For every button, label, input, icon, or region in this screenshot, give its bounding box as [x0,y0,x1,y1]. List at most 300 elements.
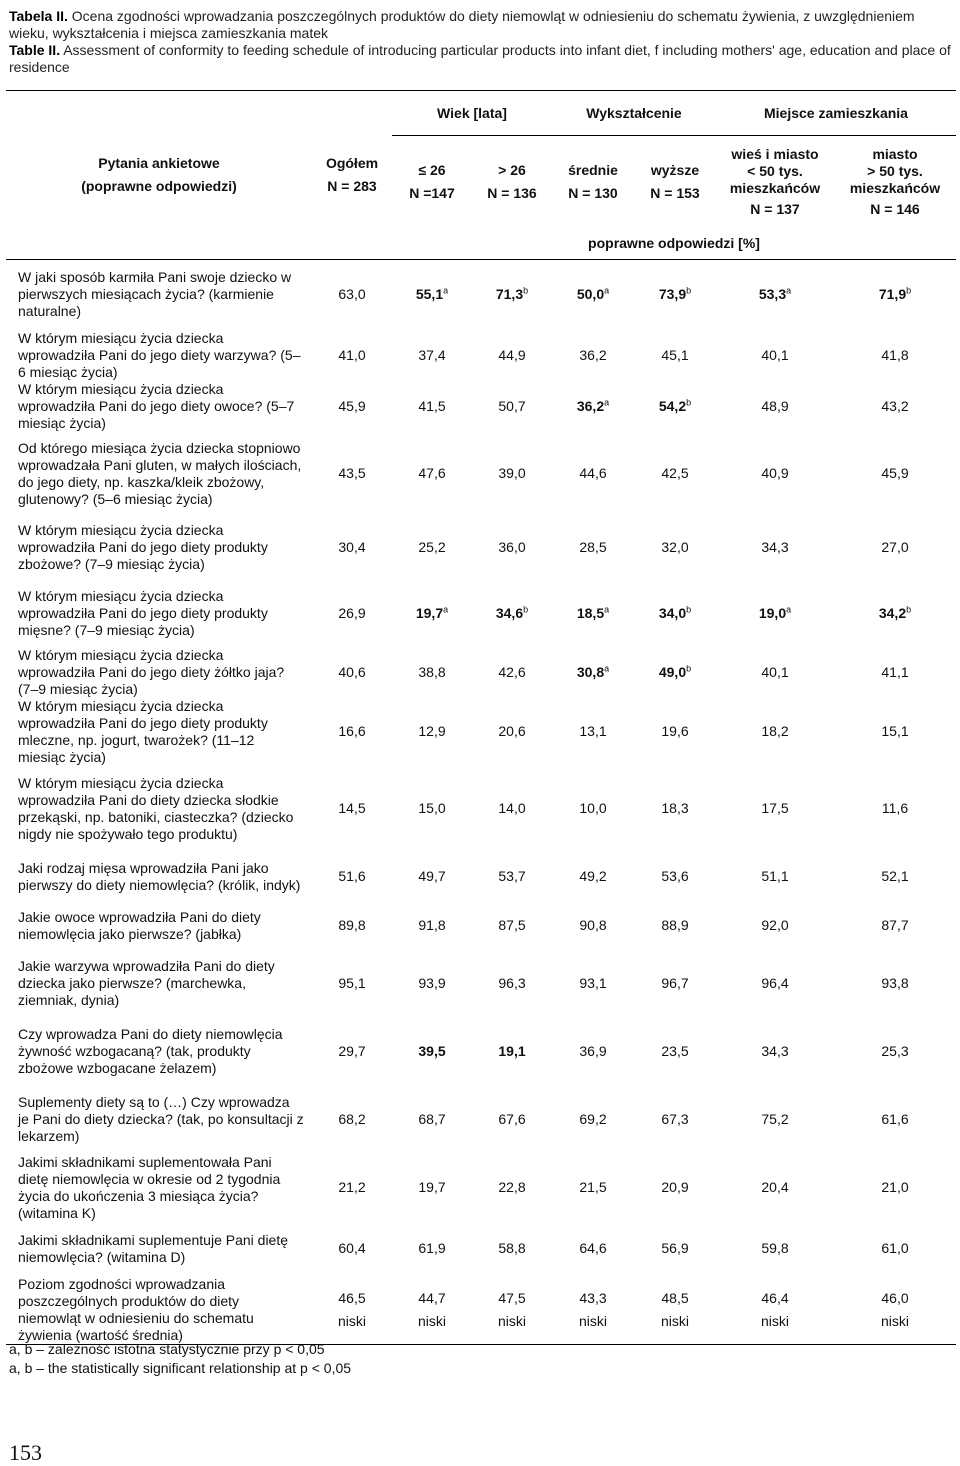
caption-polish-label: Tabela II. [9,8,68,24]
value-cell [472,1276,552,1345]
value-cell [716,1276,834,1345]
table-row [6,433,956,515]
significance-marker: b [523,604,529,615]
value-text: 60,4 [338,1240,366,1256]
value-cell [472,381,552,433]
value-cell [552,647,634,698]
value-text: 11,6 [881,800,909,816]
question-cell: Suplementy diety są to (…) Czy wprowadza je Pani do diety dziecka? (tak, po konsultacji z lekarzem) [18,1094,304,1144]
value-text: 46,4 [761,1289,789,1306]
value-cell [716,381,834,433]
value-cell [834,381,956,433]
value-text: 50,7 [498,398,526,414]
header-question-line1: Pytania ankietowe [98,155,220,171]
value-text: 15,0 [418,800,446,816]
value-text: 41,0 [338,346,366,363]
value-cell [312,330,392,381]
value-text: 71,9 [878,286,907,303]
value-text: 12,9 [418,723,446,739]
header-city-line1: miasto [872,145,918,162]
value-text: 42,5 [661,465,689,481]
value-cell [472,1154,552,1222]
value-cell [834,1276,956,1345]
value-text: 16,6 [338,723,366,739]
value-text: 36,9 [579,1043,607,1059]
significance-marker: a [604,604,610,615]
value-cell [552,950,634,1018]
question-cell: W którym miesiącu życia dziecka wprowadziła Pani do jego diety warzywa? (5–6 miesiąc życia) [18,329,301,380]
value-cell [834,950,956,1018]
value-text: 41,8 [881,346,909,363]
question-cell: W jaki sposób karmiła Pani swoje dziecko w pierwszych miesiącach życia? (karmienie naturalne) [18,269,292,320]
value-cell [716,950,834,1018]
value-cell [312,1222,392,1276]
value-cell [716,1018,834,1086]
value-text: 54,2 [658,398,687,414]
value-text: 28,5 [579,539,607,555]
level-label: niski [337,1312,366,1329]
value-text: 96,7 [661,975,689,991]
value-text: 42,6 [498,663,526,680]
value-text: 47,5 [498,1289,526,1306]
caption-polish [9,8,954,42]
table-row [6,902,956,950]
value-text: 68,2 [338,1111,366,1127]
value-cell [392,381,472,433]
value-text: 61,9 [418,1240,446,1256]
header-city [834,136,956,228]
question-cell: W którym miesiącu życia dziecka wprowadziła Pani do jego diety produkty zbożowe? (7–9 miesiąc życia) [18,522,268,572]
value-text: 95,1 [338,975,366,991]
value-cell [834,647,956,698]
value-cell [472,1086,552,1154]
value-cell [392,1018,472,1086]
value-cell [472,902,552,950]
value-text: 40,1 [761,346,789,363]
table-row [6,1276,956,1345]
value-cell [312,698,392,766]
question-cell: W którym miesiącu życia dziecka wprowadziła Pani do jego diety produkty mleczne, np. jogurt, twarożek? (11–12 miesiąc życia) [18,697,268,765]
value-text: 43,5 [338,465,366,481]
value-cell [716,1154,834,1222]
value-cell [472,950,552,1018]
value-cell [552,1222,634,1276]
value-text: 93,9 [418,975,446,991]
value-cell [312,260,392,330]
value-cell [552,581,634,647]
value-cell [634,381,716,433]
value-text: 14,0 [498,800,526,816]
value-cell [634,852,716,902]
value-cell [312,950,392,1018]
header-question-line2: (poprawne odpowiedzi) [81,178,237,194]
value-text: 34,0 [658,605,687,621]
value-text: 39,5 [418,1043,446,1059]
value-cell [634,902,716,950]
value-text: 25,3 [881,1043,909,1059]
value-cell [472,1018,552,1086]
value-text: 21,2 [338,1179,366,1195]
value-text: 69,2 [579,1111,607,1127]
header-age-gt26 [472,136,552,228]
value-cell [392,1086,472,1154]
significance-marker: a [604,662,610,673]
header-edu-high [634,136,716,228]
significance-marker: b [686,662,692,673]
header-edu-mid [552,136,634,228]
value-cell [392,515,472,581]
header-total [312,91,392,260]
value-text: 45,9 [338,398,366,414]
header-village [716,136,834,228]
value-cell [472,852,552,902]
value-cell [472,515,552,581]
value-text: 20,6 [498,723,526,739]
value-text: 91,8 [418,917,446,933]
question-cell: Od którego miesiąca życia dziecka stopniowo wprowadzała Pani gluten, w małych ilościach, do jego diety, np. kaszka/kleik zbożowy, glutenowy? (5–6 miesiąc życia) [18,439,302,507]
value-cell [312,515,392,581]
value-cell [834,1222,956,1276]
value-cell [834,852,956,902]
value-text: 87,5 [498,917,526,933]
value-cell [634,1276,716,1345]
value-text: 18,5 [576,605,605,621]
value-cell [634,1018,716,1086]
value-cell [834,330,956,381]
value-cell [834,698,956,766]
value-text: 15,1 [881,723,909,739]
value-text: 93,1 [579,975,607,991]
value-cell [552,1018,634,1086]
value-text: 38,8 [418,663,446,680]
header-city-n: N = 146 [870,200,920,217]
header-unit: poprawne odpowiedzi [%] [392,228,956,260]
table-row [6,581,956,647]
value-text: 32,0 [661,539,689,555]
table-row [6,330,956,381]
value-text: 53,3 [758,286,787,303]
question-cell: Jakie warzywa wprowadziła Pani do diety dziecka jako pierwsze? (marchewka, ziemniak, dynia) [18,958,275,1008]
significance-marker: b [686,397,692,408]
value-cell [312,381,392,433]
value-cell [834,902,956,950]
value-text: 18,3 [661,800,689,816]
table-row [6,1222,956,1276]
value-cell [472,766,552,852]
value-cell [392,581,472,647]
value-text: 46,0 [881,1289,909,1306]
value-text: 34,3 [761,539,789,555]
value-text: 45,9 [881,465,909,481]
value-cell [634,515,716,581]
value-text: 67,6 [498,1111,526,1127]
value-cell [834,766,956,852]
value-text: 36,0 [498,539,526,555]
question-cell: Czy wprowadza Pani do diety niemowlęcia żywność wzbogacaną? (tak, produkty zbożowe wzbogacane żelazem) [18,1026,283,1076]
value-text: 43,3 [579,1289,607,1306]
caption-english-label: Table II. [9,42,61,58]
value-cell [392,1276,472,1345]
significance-marker: a [786,604,792,615]
value-cell [472,1222,552,1276]
significance-marker: a [786,285,792,296]
table-body [6,260,956,1345]
table-row [6,852,956,902]
value-text: 26,9 [338,605,366,621]
value-cell [392,902,472,950]
value-text: 67,3 [661,1111,689,1127]
value-cell [392,950,472,1018]
value-cell [552,852,634,902]
value-text: 46,5 [338,1289,366,1306]
value-text: 40,6 [338,663,366,680]
value-text: 68,7 [418,1111,446,1127]
value-cell [472,433,552,515]
header-age-le26-label: ≤ 26 [418,161,446,178]
value-text: 36,2 [576,398,605,414]
significance-marker: b [906,285,912,296]
header-village-line2: < 50 tys. [747,162,803,179]
header-village-n: N = 137 [750,200,800,217]
value-text: 43,2 [881,398,909,414]
value-cell [312,433,392,515]
table-row [6,515,956,581]
table-caption [9,8,954,76]
value-cell [634,330,716,381]
value-cell [552,1154,634,1222]
question-cell: Jakie owoce wprowadziła Pani do diety niemowlęcia jako pierwsze? (jabłka) [18,908,261,942]
value-cell [312,1086,392,1154]
value-text: 14,5 [338,800,366,816]
value-text: 50,0 [576,286,605,303]
value-text: 90,8 [579,917,607,933]
value-text: 21,0 [881,1179,909,1195]
value-cell [834,260,956,330]
value-cell [392,260,472,330]
header-total-line1: Ogółem [325,155,379,171]
footnote-polish: a, b – zależność istotna statystycznie przy p < 0,05 [9,1341,325,1357]
value-text: 41,5 [418,398,446,414]
header-total-n: N = 283 [327,178,377,194]
value-text: 10,0 [579,800,607,816]
value-cell [834,515,956,581]
value-text: 34,2 [878,605,907,621]
value-cell [312,1276,392,1345]
significance-marker: a [443,604,449,615]
header-age-gt26-label: > 26 [498,161,526,178]
significance-marker: b [523,285,529,296]
value-cell [552,330,634,381]
value-cell [392,433,472,515]
value-text: 59,8 [761,1240,789,1256]
significance-marker: a [443,285,449,296]
level-label: niski [417,1312,446,1329]
value-text: 49,7 [418,868,446,884]
value-text: 20,9 [661,1179,689,1195]
value-text: 34,3 [761,1043,789,1059]
significance-marker: a [604,397,610,408]
value-text: 49,2 [579,868,607,884]
value-cell [634,581,716,647]
value-cell [312,1018,392,1086]
value-cell [634,950,716,1018]
value-cell [834,1154,956,1222]
value-text: 61,0 [881,1240,909,1256]
value-cell [716,766,834,852]
value-text: 55,1 [415,286,444,303]
value-cell [472,260,552,330]
value-cell [716,433,834,515]
value-text: 44,9 [498,346,526,363]
level-label: niski [578,1312,607,1329]
value-text: 30,8 [576,663,605,680]
table-row [6,260,956,330]
value-cell [552,515,634,581]
value-text: 13,1 [579,723,607,739]
value-cell [392,1222,472,1276]
footnotes [9,1340,351,1378]
value-cell [392,1154,472,1222]
value-text: 71,3 [495,286,524,303]
value-cell [634,433,716,515]
value-cell [634,766,716,852]
question-cell: W którym miesiącu życia dziecka wprowadziła Pani do diety dziecka słodkie przekąski, np. batoniki, ciasteczka? (dziecko nigdy nie spożywało tego produktu) [18,774,294,842]
value-text: 25,2 [418,539,446,555]
value-cell [552,433,634,515]
header-age-le26 [392,136,472,228]
significance-marker: b [686,285,692,296]
footnote-english: a, b – the statistically significant relationship at p < 0,05 [9,1360,352,1376]
value-cell [312,1154,392,1222]
question-cell: Jakimi składnikami suplementuje Pani dietę niemowlęcia? (witamina D) [18,1231,289,1265]
value-cell [552,381,634,433]
question-cell: Jaki rodzaj mięsa wprowadziła Pani jako pierwszy do diety niemowlęcia? (królik, indyk) [18,859,301,893]
value-cell [634,260,716,330]
value-text: 64,6 [579,1240,607,1256]
value-text: 41,1 [881,663,909,680]
value-cell [472,581,552,647]
value-cell [392,647,472,698]
value-text: 96,4 [761,975,789,991]
header-place-group: Miejsce zamieszkania [716,91,956,136]
page-number: 153 [9,1440,42,1465]
value-text: 37,4 [418,346,446,363]
value-text: 40,1 [761,663,789,680]
value-cell [716,1222,834,1276]
header-question [6,91,312,260]
value-text: 30,4 [338,539,366,555]
header-group-row [6,91,956,136]
value-text: 53,7 [498,868,526,884]
value-text: 19,6 [661,723,689,739]
value-text: 49,0 [658,663,687,680]
question-cell: Jakimi składnikami suplementowała Pani dietę niemowlęcia w okresie od 2 tygodnia życia do ukończenia 3 miesiąca życia? (witamina K) [18,1153,281,1221]
value-text: 88,9 [661,917,689,933]
value-text: 18,2 [761,723,789,739]
question-cell: W którym miesiącu życia dziecka wprowadziła Pani do jego diety produkty mięsne? (7–9 miesiąc życia) [18,588,268,638]
value-cell [716,698,834,766]
header-age-group: Wiek [lata] [392,91,552,136]
value-text: 21,5 [579,1179,607,1195]
value-text: 23,5 [661,1043,689,1059]
level-label: niski [497,1312,526,1329]
value-cell [716,1086,834,1154]
table-row [6,698,956,766]
value-text: 40,9 [761,465,789,481]
header-edu-high-n: N = 153 [650,184,700,201]
value-text: 89,8 [338,917,366,933]
value-cell [716,852,834,902]
header-edu-mid-label: średnie [568,161,618,178]
value-cell [716,515,834,581]
value-cell [716,647,834,698]
value-cell [312,766,392,852]
header-age-le26-n: N =147 [409,184,455,201]
table-row [6,647,956,698]
value-cell [552,260,634,330]
value-text: 75,2 [761,1111,789,1127]
table-row [6,381,956,433]
value-text: 34,6 [495,605,524,621]
value-cell [552,698,634,766]
header-city-line3: mieszkańców [849,179,941,196]
value-cell [834,1018,956,1086]
caption-english [9,42,954,76]
value-cell [716,581,834,647]
value-text: 87,7 [881,917,909,933]
value-text: 44,6 [579,465,607,481]
header-age-gt26-n: N = 136 [487,184,537,201]
table-row [6,950,956,1018]
header-edu-mid-n: N = 130 [568,184,618,201]
value-text: 48,9 [761,398,789,414]
value-cell [716,902,834,950]
value-text: 51,1 [761,868,789,884]
value-text: 39,0 [498,465,526,481]
value-text: 48,5 [661,1289,689,1306]
value-text: 56,9 [661,1240,689,1256]
value-cell [472,330,552,381]
significance-marker: a [604,285,610,296]
value-text: 29,7 [338,1043,366,1059]
value-text: 19,7 [415,605,444,621]
table-row [6,1154,956,1222]
header-village-line1: wieś i miasto [731,145,819,162]
value-cell [312,581,392,647]
value-text: 45,1 [661,346,689,363]
value-cell [834,433,956,515]
level-label: niski [880,1312,909,1329]
value-text: 52,1 [881,868,909,884]
value-text: 20,4 [761,1179,789,1195]
value-text: 17,5 [761,800,789,816]
value-text: 36,2 [579,346,607,363]
value-cell [552,902,634,950]
caption-english-text: Assessment of conformity to feeding schedule of introducing particular products into infant diet, f including mothers' age, education and place of residence [9,42,951,75]
value-cell [552,1276,634,1345]
value-cell [312,647,392,698]
significance-marker: b [906,604,912,615]
value-text: 93,8 [881,975,909,991]
level-label: niski [660,1312,689,1329]
value-cell [392,766,472,852]
table-row [6,1018,956,1086]
value-cell [392,330,472,381]
value-text: 19,7 [418,1179,446,1195]
value-cell [634,647,716,698]
value-cell [392,852,472,902]
value-text: 22,8 [498,1179,526,1195]
